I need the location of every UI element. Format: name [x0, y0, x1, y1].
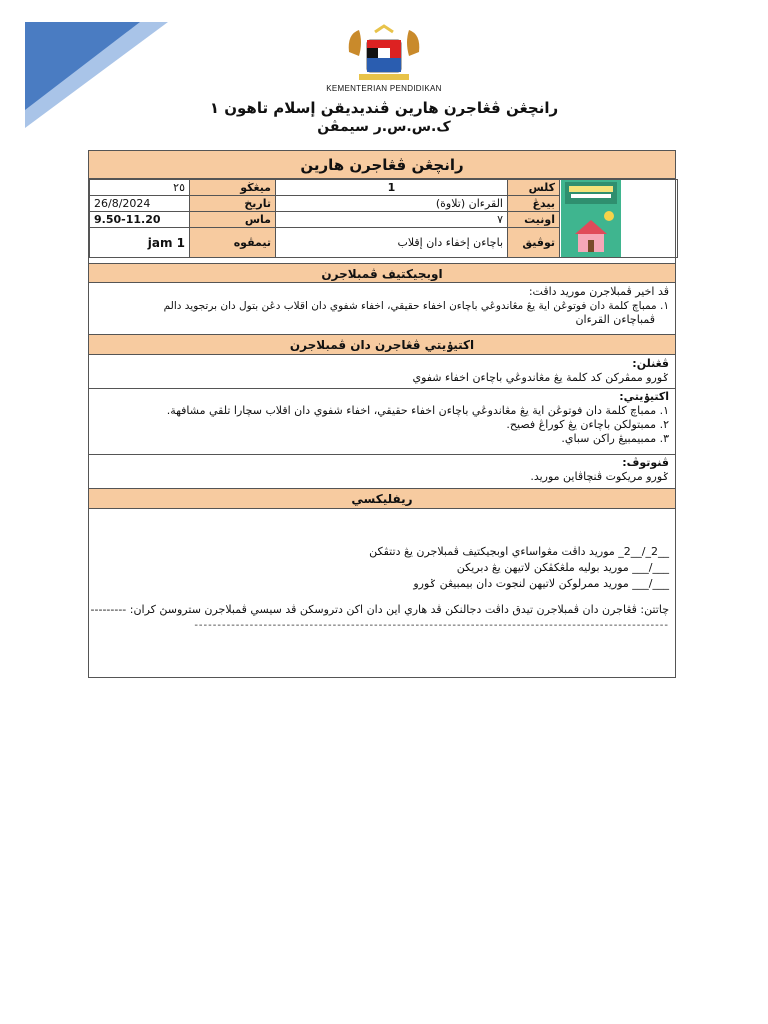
aktiviti-item: ٣. ممبيمبيڠ راكن سباي. [561, 432, 669, 445]
refleksi-line: ___/___ موريد بوليه ملڠكڤكن لاتيهن يڠ دبريكن [456, 561, 669, 574]
tempoh-label: تيمڤوه [190, 228, 276, 258]
permulaan-text: ݢورو ممڤركن كد كلمة يڠ مڠاندوڠي باچاءن اخفاء شفوي [412, 371, 669, 384]
lesson-plan-sheet [88, 150, 676, 678]
refleksi-line: __2_/__2_ موريد داڤت مڠواساءي اوبجيكتيف ڤمبلاجرن يڠ دتتڤكن [369, 545, 669, 558]
page-subtitle: ک.س.س.ر سيمڤن [317, 119, 451, 135]
unit-value: ٧ [276, 212, 508, 228]
aktiviti-item: ٢. ممبتولكن باچاءن يڠ كوراڠ فصيح. [506, 418, 669, 431]
kelas-label: كلس [508, 180, 560, 196]
refleksi-body [89, 510, 675, 678]
penutup-section [89, 455, 675, 489]
aktiviti-item: ١. ممباچ كلمة دان فوتوڠن اية يڠ مڠاندوڠي باچاءن اخفاء حقيقي، اخفاء شفوي دان اقلاب سچارا تلقي مشافهة. [166, 404, 669, 417]
government-crest-icon [329, 22, 439, 84]
objektif-intro: ڤد اخير ڤمبلاجرن موريد داڤت: [528, 285, 669, 298]
aktiviti-heading: اكتيۏيتي: [619, 390, 669, 403]
penutup-heading: ڤنوتوڤ: [622, 456, 669, 469]
refleksi-line: ___/___ موريد ممرلوكن لاتيهن لنجوت دان بيمبيڠن ݢورو [413, 577, 669, 590]
plan-title: رانچڠن ڤڠاجرن هارين [89, 151, 675, 179]
bidang-label: بيدڠ [508, 196, 560, 212]
masa-label: ماس [190, 212, 276, 228]
masa-value: 9.50-11.20 [90, 212, 190, 228]
objektif-item-cont: ڤمباچاءن القرءان [575, 313, 655, 326]
objektif-body [89, 284, 675, 335]
refleksi-note: چاتتن: ڤڠاجرن دان ڤمبلاجرن تيدق داڤت دجالنكن ڤد هاري اين دان اكن دتروسكن ڤد سيسي ڤمبلاجرن ستروسڽ كران: --------- [90, 603, 669, 616]
permulaan-heading: ڤڠنلن: [632, 357, 669, 370]
ministry-label: KEMENTERIAN PENDIDIKAN [326, 84, 442, 93]
aktiviti-title: اكتيۏيتي ڤڠاجرن دان ڤمبلاجرن [89, 335, 675, 355]
page-title: رانچڠن ڤڠاجرن هارين ڤنديديقن إسلام تاهون ١ [209, 99, 559, 117]
refleksi-title: ريفليكسي [89, 489, 675, 509]
objektif-item: ١. ممباچ كلمة دان فوتوڠن اية يڠ مڠاندوڠي باچاءن اخفاء حقيقي، اخفاء شفوي دان اقلاب دڠن بتول دان برتجويد دالم [163, 300, 669, 312]
unit-label: اونيت [508, 212, 560, 228]
document-header [0, 22, 768, 135]
penutup-text: ݢورو مريكوت ڤنچاڤاين موريد. [530, 470, 669, 483]
minggu-label: ميڠڬو [190, 180, 276, 196]
kelas-value: 1 [276, 180, 508, 196]
tajuk-label: توڤيق [508, 228, 560, 258]
tajuk-value: باچاءن إخفاء دان إقلاب [276, 228, 508, 258]
tempoh-value: 1 jam [90, 228, 190, 258]
aktiviti-section [89, 389, 675, 455]
textbook-cover-icon [561, 180, 621, 258]
permulaan-section [89, 356, 675, 389]
minggu-value: ٢٥ [90, 180, 190, 196]
tarikh-label: تاريخ [190, 196, 276, 212]
bidang-value: القرءان (تلاوة) [276, 196, 508, 212]
tarikh-value: 26/8/2024 [90, 196, 190, 212]
objektif-title: اوبجيكتيف ڤمبلاجرن [89, 263, 675, 283]
info-table [89, 179, 678, 258]
refleksi-dashes: ------------------------------------------------------------------------------------------------------- [194, 620, 669, 631]
